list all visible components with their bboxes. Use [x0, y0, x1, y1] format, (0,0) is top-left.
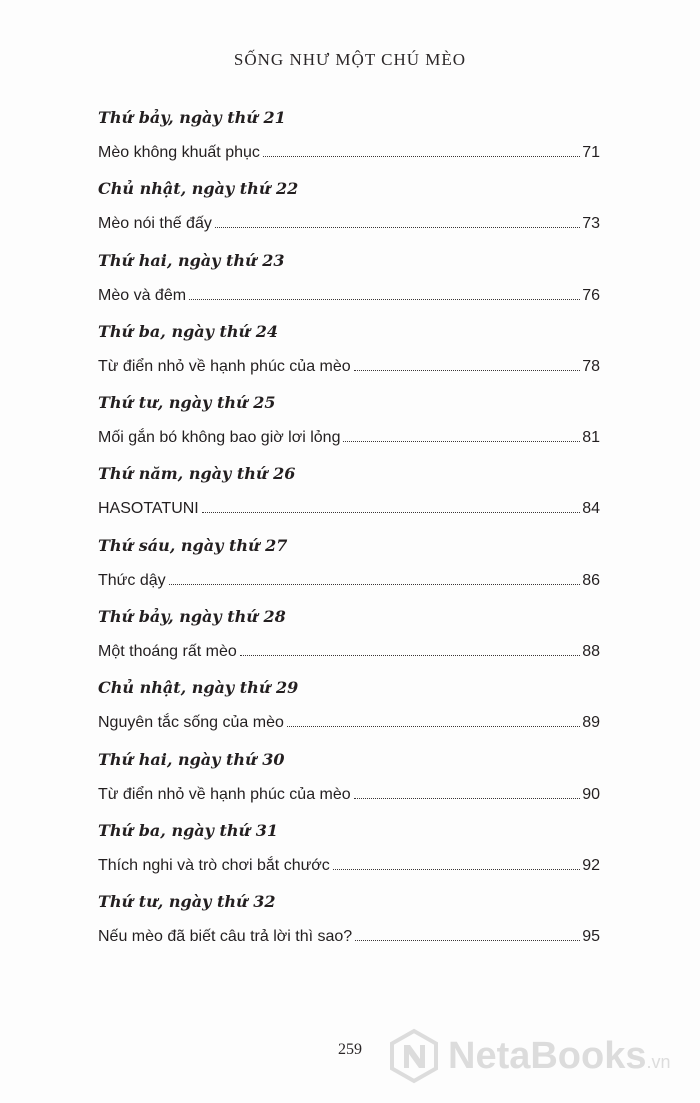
toc-day-heading: Thứ tư, ngày thứ 25	[98, 393, 276, 413]
toc-chapter-title: Nguyên tắc sống của mèo	[98, 714, 284, 732]
watermark	[386, 1025, 686, 1087]
toc-line	[98, 714, 600, 732]
toc-entry	[98, 750, 600, 821]
toc-chapter-title: Nếu mèo đã biết câu trả lời thì sao?	[98, 928, 353, 946]
toc-page-number: 78	[582, 357, 600, 375]
toc-day-heading: Thứ hai, ngày thứ 30	[98, 749, 285, 769]
dot-leader	[240, 654, 580, 656]
toc-day-heading: Thứ ba, ngày thứ 31	[98, 820, 278, 840]
toc-day-heading: Thứ sáu, ngày thứ 27	[98, 535, 288, 555]
toc-day-heading: Thứ tư, ngày thứ 32	[98, 892, 276, 912]
toc-day-heading: Thứ năm, ngày thứ 26	[98, 464, 296, 484]
toc-chapter-title: Từ điển nhỏ về hạnh phúc của mèo	[98, 785, 351, 803]
toc-day-heading: Thứ hai, ngày thứ 23	[98, 250, 285, 270]
toc-day-heading: Thứ bảy, ngày thứ 21	[98, 108, 286, 127]
toc-chapter-title: Mèo không khuất phục	[98, 144, 260, 161]
toc-entry	[98, 892, 600, 963]
toc-line	[98, 572, 600, 590]
toc-line	[98, 500, 600, 518]
page-number: 259	[338, 1041, 362, 1058]
toc-entry	[98, 393, 600, 464]
watermark-brand: NetaBooks.vn	[448, 1034, 671, 1077]
running-header: SỐNG NHƯ MỘT CHÚ MÈO	[233, 50, 467, 69]
toc-page-number: 88	[582, 643, 600, 661]
toc-line	[98, 928, 600, 946]
toc-chapter-title: Một thoáng rất mèo	[98, 643, 237, 661]
netabooks-logo-icon	[386, 1028, 442, 1084]
toc-chapter-title: Mèo và đêm	[98, 286, 187, 304]
dot-leader	[169, 583, 581, 585]
toc-line	[98, 215, 600, 233]
toc-page-number: 84	[582, 500, 600, 518]
toc-page-number: 95	[582, 928, 600, 946]
toc-page-number: 92	[582, 856, 600, 874]
toc-page-number: 73	[582, 215, 600, 233]
dot-leader	[333, 868, 580, 870]
toc-day-heading: Chủ nhật, ngày thứ 22	[98, 179, 299, 199]
dot-leader	[263, 155, 580, 157]
toc-entry	[98, 678, 600, 749]
dot-leader	[343, 440, 580, 442]
table-of-contents	[98, 108, 600, 964]
toc-entry	[98, 464, 600, 535]
toc-entry	[98, 108, 600, 179]
dot-leader	[215, 226, 580, 228]
toc-entry	[98, 607, 600, 678]
toc-entry	[98, 536, 600, 607]
dot-leader	[355, 939, 580, 941]
toc-page-number: 90	[582, 785, 600, 803]
toc-line	[98, 857, 600, 875]
toc-day-heading: Thứ bảy, ngày thứ 28	[98, 607, 286, 627]
toc-entry	[98, 251, 600, 322]
toc-chapter-title: HASOTATUNI	[98, 500, 199, 518]
watermark-suffix: .vn	[646, 1051, 671, 1072]
toc-page-number: 89	[582, 714, 600, 732]
dot-leader	[189, 298, 580, 300]
toc-chapter-title: Thích nghi và trò chơi bắt chước	[98, 856, 330, 874]
toc-day-heading: Thứ ba, ngày thứ 24	[98, 321, 278, 341]
dot-leader	[202, 511, 580, 513]
toc-chapter-title: Từ điển nhỏ về hạnh phúc của mèo	[98, 357, 351, 375]
toc-line	[98, 287, 600, 305]
toc-line	[98, 429, 600, 447]
dot-leader	[287, 725, 580, 727]
toc-line	[98, 643, 600, 661]
toc-entry	[98, 821, 600, 892]
toc-chapter-title: Mèo nói thế đấy	[98, 215, 212, 233]
toc-page-number: 81	[582, 429, 600, 447]
toc-chapter-title: Mối gắn bó không bao giờ lơi lỏng	[98, 429, 341, 447]
toc-line	[98, 786, 600, 804]
toc-line	[98, 144, 600, 162]
toc-day-heading: Chủ nhật, ngày thứ 29	[98, 678, 299, 698]
toc-page-number: 86	[582, 571, 600, 589]
toc-chapter-title: Thức dậy	[98, 571, 166, 589]
toc-page-number: 76	[582, 286, 600, 304]
toc-entry	[98, 322, 600, 393]
toc-entry	[98, 179, 600, 250]
toc-page-number: 71	[582, 144, 600, 161]
dot-leader	[354, 369, 581, 371]
toc-line	[98, 358, 600, 376]
dot-leader	[354, 797, 581, 799]
